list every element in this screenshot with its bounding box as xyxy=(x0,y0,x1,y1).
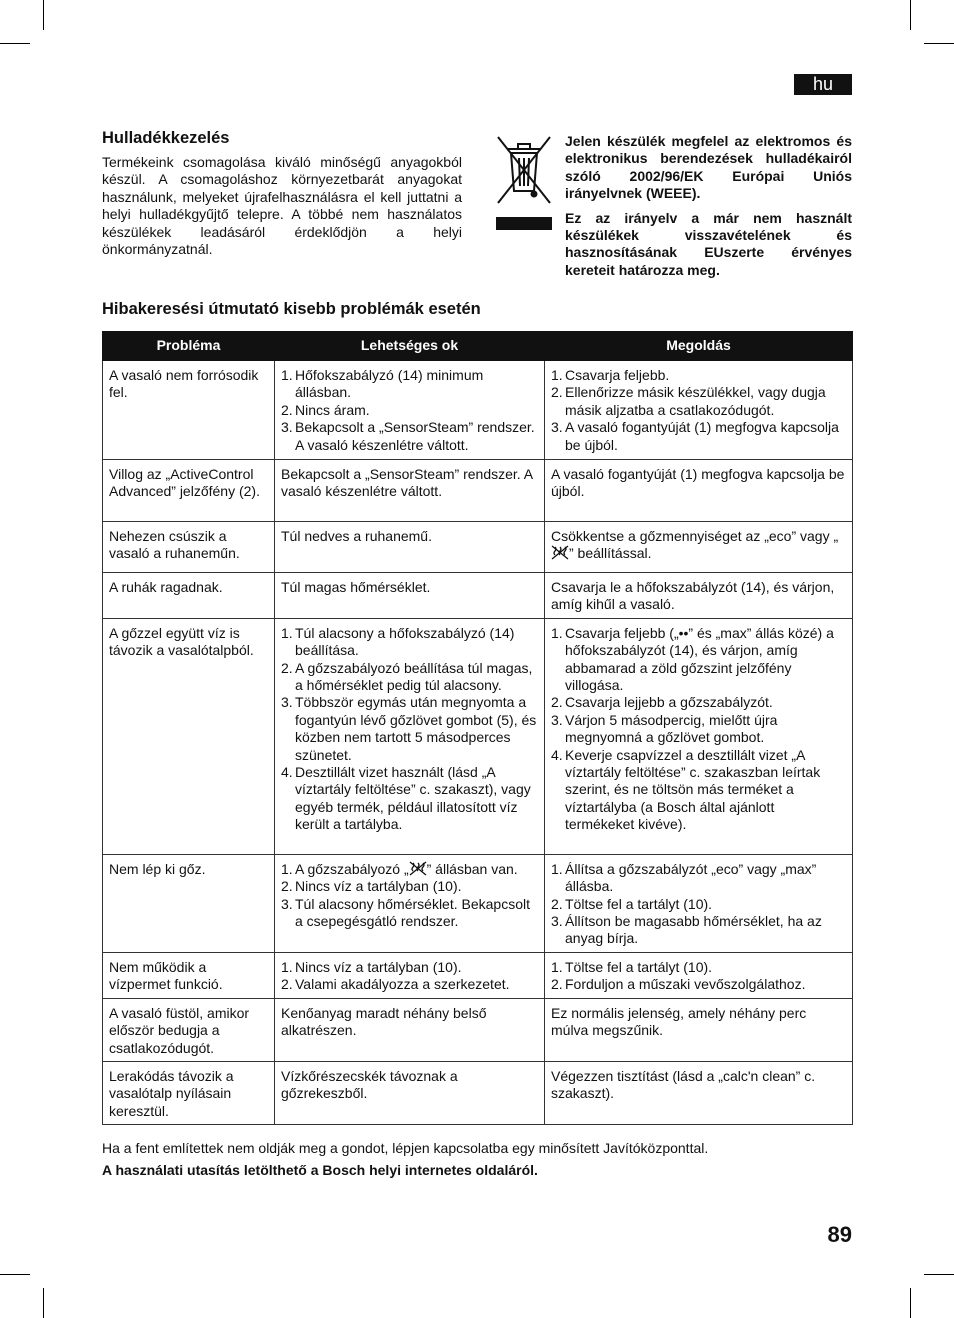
cause-cell xyxy=(275,361,545,460)
list-item: 2. Csavarja lejjebb a gőzszabályzót. xyxy=(551,694,773,711)
column-header: Lehetséges ok xyxy=(275,332,545,361)
table-row xyxy=(103,618,853,854)
table-row xyxy=(103,460,853,522)
problem-cell: A gőzzel együtt víz is távozik a vasalótalpból. xyxy=(103,618,275,854)
crop-mark xyxy=(910,0,911,30)
cause-cell xyxy=(275,952,545,998)
column-header: Probléma xyxy=(103,332,275,361)
crop-mark xyxy=(924,43,954,44)
crop-mark xyxy=(0,43,30,44)
crop-mark xyxy=(43,1288,44,1318)
crossed-steam-icon xyxy=(409,861,427,876)
list-item: 2. Valami akadályozza a szerkezetet. xyxy=(281,976,510,993)
list-item: 1. A gőzszabályozó „ ” állásban van. xyxy=(281,860,518,877)
list-item: 1. Csavarja feljebb („••” és „max” állás közé) a hőfokszabályzót (14), és várjon, amíg abbamarad a zöld gőzszint jelzőfény villogása. xyxy=(551,624,834,694)
list-item: 1. Állítsa a gőzszabályzót „eco” vagy „max” állásba. xyxy=(551,860,817,895)
list-item: 1. Hőfokszabályzó (14) minimum állásban. xyxy=(281,367,484,401)
list-item: 1. Túl alacsony a hőfokszabályzó (14) beállítása. xyxy=(281,624,515,659)
problem-cell: Nem lép ki gőz. xyxy=(103,854,275,952)
list-item: 3. Túl alacsony hőmérséklet. Bekapcsolt a csepegésgátló rendszer. xyxy=(281,895,530,930)
list-item: 1. Csavarja feljebb. xyxy=(551,367,670,383)
list-item: 3. A vasaló fogantyúját (1) megfogva kapcsolja be újból. xyxy=(551,419,839,453)
list-item: 2. A gőzszabályozó beállítása túl magas, a hőmérséklet pedig túl alacsony. xyxy=(281,659,533,694)
weee-paragraph: Ez az irányelv a már nem használt készülékek visszavételének és hasznosításának EUszerte érvényes kereteit határozza meg. xyxy=(565,209,852,278)
cause-cell: Túl nedves a ruhanemű. xyxy=(275,522,545,573)
problem-cell: Villog az „ActiveControl Advanced” jelzőfény (2). xyxy=(103,460,275,522)
cause-cell: Kenőanyag maradt néhány belső alkatrészen. xyxy=(275,998,545,1061)
weee-paragraph: Jelen készülék megfelel az elektromos és elektronikus berendezések hulladékairól szóló 2002/96/EK Európai Uniós irányelvnek (WEEE). xyxy=(565,133,852,202)
table-row xyxy=(103,361,853,460)
list-item: 3. Többször egymás után megnyomta a fogantyún lévő gőzlövet gombot (5), és közben nem tartott 5 másodperces szünetet. xyxy=(281,694,537,763)
solution-cell xyxy=(545,854,853,952)
problem-cell: A vasaló nem forrósodik fel. xyxy=(103,361,275,460)
problem-cell: Nehezen csúszik a vasaló a ruhaneműn. xyxy=(103,522,275,573)
list-item: 2. Nincs áram. xyxy=(281,401,370,418)
footer-download-note: A használati utasítás letölthető a Bosch helyi internetes oldaláról. xyxy=(102,1162,538,1178)
list-item: 4. Keverje csapvízzel a desztillált vizet „A víztartály feltöltése” c. szakaszban leírtak szerint, és ne töltsön más terméket a víztartályba (a Bosch által ajánlott termékeket kivéve). xyxy=(551,746,821,833)
page-number: 89 xyxy=(827,1222,852,1247)
table-row xyxy=(103,522,853,573)
problem-cell: A ruhák ragadnak. xyxy=(103,573,275,619)
list-item: 2. Forduljon a műszaki vevőszolgálathoz. xyxy=(551,976,806,993)
table-row xyxy=(103,573,853,619)
cause-cell: Vízkőrészecskék távoznak a gőzrekeszből. xyxy=(275,1062,545,1125)
cause-cell xyxy=(275,618,545,854)
list-item: 2. Ellenőrizze másik készülékkel, vagy dugja másik aljzatba a csatlakozódugót. xyxy=(551,384,826,418)
troubleshoot-section-title: Hibakeresési útmutató kisebb problémák esetén xyxy=(102,300,481,318)
crop-mark xyxy=(0,1274,30,1275)
solution-cell: Végezzen tisztítást (lásd a „calc'n clean” c. szakaszt). xyxy=(545,1062,853,1125)
crop-mark xyxy=(924,1274,954,1275)
problem-cell: A vasaló füstöl, amikor először bedugja a csatlakozódugót. xyxy=(103,998,275,1061)
troubleshooting-table xyxy=(102,331,853,1125)
cause-cell: Túl magas hőmérséklet. xyxy=(275,573,545,619)
language-badge: hu xyxy=(794,74,852,95)
list-item: 1. Töltse fel a tartályt (10). xyxy=(551,958,713,975)
solution-cell xyxy=(545,952,853,998)
table-header-row xyxy=(103,332,853,361)
crop-mark xyxy=(43,0,44,30)
list-item: 4. Desztillált vizet használt (lásd „A víztartály feltöltése” c. szakaszt), vagy egyéb termék, például illatosított víz került a tartályba. xyxy=(281,764,531,833)
solution-cell: Csavarja le a hőfokszabályzót (14), és várjon, amíg kihűl a vasaló. xyxy=(545,573,853,619)
list-item: 3. Bekapcsolt a „SensorSteam” rendszer. A vasaló készenlétre váltott. xyxy=(281,419,535,453)
table-row xyxy=(103,998,853,1061)
list-item: 2. Nincs víz a tartályban (10). xyxy=(281,878,462,895)
cause-cell: Bekapcsolt a „SensorSteam” rendszer. A vasaló készenlétre váltott. xyxy=(275,460,545,522)
list-item: 3. Várjon 5 másodpercig, mielőtt újra megnyomná a gőzlövet gombot. xyxy=(551,711,778,746)
list-item: 3. Állítson be magasabb hőmérséklet, ha az anyag bírja. xyxy=(551,913,822,947)
waste-text: Termékeink csomagolása kiváló minőségű anyagokból készül. A csomagoláshoz környezetbarát anyagokat használunk, melyeket újrafelhasználásra el kell juttatni a helyi hulladékgyűjtő telepre. A többé nem használatos készülékek leadásáról érdeklődjön a helyi önkormányzatnál. xyxy=(102,154,462,258)
weee-notice xyxy=(565,133,852,286)
problem-cell: Lerakódás távozik a vasalótalp nyílásain keresztül. xyxy=(103,1062,275,1125)
table-row xyxy=(103,1062,853,1125)
waste-section-title: Hulladékkezelés xyxy=(102,129,230,147)
table-row xyxy=(103,854,853,952)
crossed-out-wheelie-bin-icon xyxy=(494,133,554,233)
table-row xyxy=(103,952,853,998)
solution-cell xyxy=(545,361,853,460)
list-item: 2. Töltse fel a tartályt (10). xyxy=(551,895,713,912)
cause-cell xyxy=(275,854,545,952)
crossed-steam-icon xyxy=(551,545,569,560)
column-header: Megoldás xyxy=(545,332,853,361)
crop-mark xyxy=(910,1288,911,1318)
footer-note: Ha a fent említettek nem oldják meg a gondot, lépjen kapcsolatba egy minősített Javítóközponttal. xyxy=(102,1140,709,1156)
problem-cell: Nem működik a vízpermet funkció. xyxy=(103,952,275,998)
list-item: 1. Nincs víz a tartályban (10). xyxy=(281,958,462,975)
solution-cell xyxy=(545,618,853,854)
solution-cell: Ez normális jelenség, amely néhány perc múlva megszűnik. xyxy=(545,998,853,1061)
solution-cell: A vasaló fogantyúját (1) megfogva kapcsolja be újból. xyxy=(545,460,853,522)
solution-cell: Csökkentse a gőzmennyiséget az „eco” vagy „” beállítással. xyxy=(545,522,853,573)
